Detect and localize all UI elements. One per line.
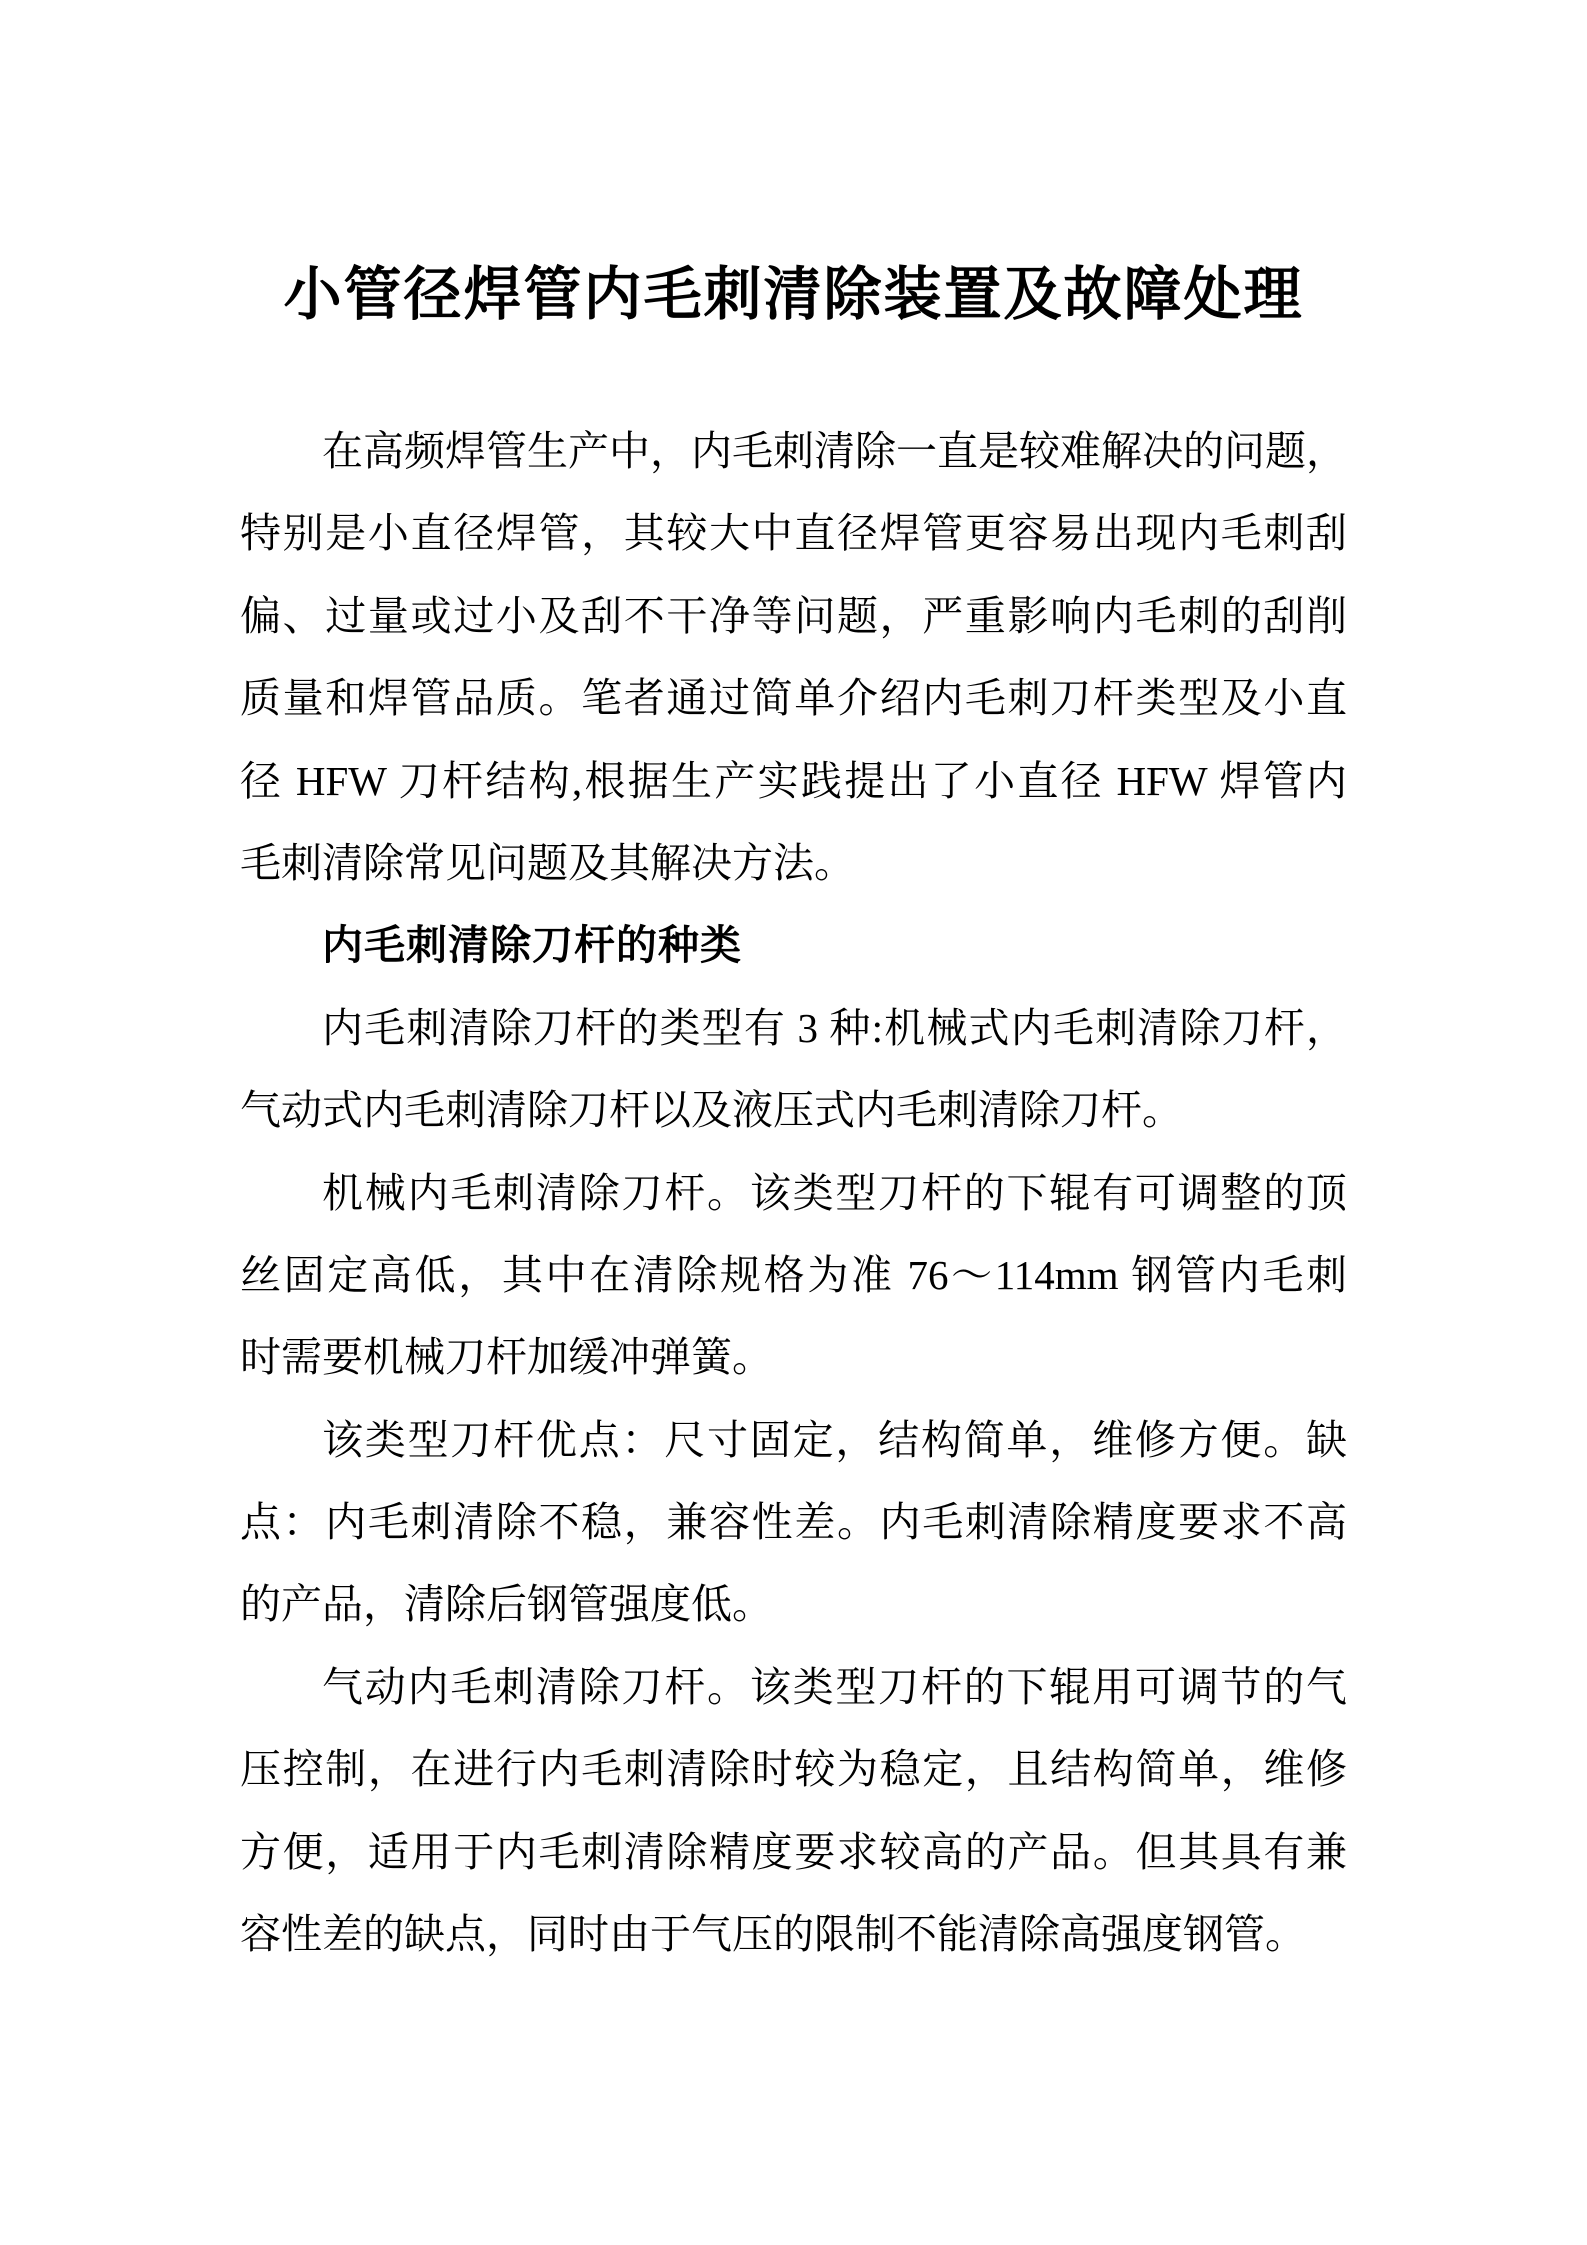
text-line: 内毛刺清除刀杆的种类 [322,922,742,969]
text-line: 点：内毛刺清除不稳，兼容性差。内毛刺清除精度要求不高 [240,1499,1347,1546]
paragraph [240,1646,1347,1976]
text-line: 特别是小直径焊管，其较大中直径焊管更容易出现内毛刺刮 [240,510,1347,557]
text-line: 压控制，在进行内毛刺清除时较为稳定，且结构简单，维修 [240,1746,1347,1793]
text-line: 在高频焊管生产中，内毛刺清除一直是较难解决的问题， [322,428,1347,474]
text-line: 的产品，清除后钢管强度低。 [240,1581,773,1628]
text-line: 机械内毛刺清除刀杆。该类型刀杆的下辊有可调整的顶 [322,1169,1347,1216]
paragraph [240,1399,1347,1646]
document-body [240,410,1347,1975]
text-line: 质量和焊管品质。笔者通过简单介绍内毛刺刀杆类型及小直 [240,675,1347,722]
paragraph [240,1152,1347,1399]
text-line: 气动式内毛刺清除刀杆以及液压式内毛刺清除刀杆。 [240,1087,1183,1134]
text-line: 容性差的缺点，同时由于气压的限制不能清除高强度钢管。 [240,1911,1306,1958]
paragraph [240,987,1347,1152]
document-title: 小管径焊管内毛刺清除装置及故障处理 [283,262,1304,327]
text-line: 丝固定高低，其中在清除规格为准 76～114mm 钢管内毛刺 [240,1251,1347,1298]
section-heading [240,904,1347,986]
text-line: 时需要机械刀杆加缓冲弹簧。 [240,1334,773,1381]
text-line: 偏、过量或过小及刮不干净等问题，严重影响内毛刺的刮削 [240,592,1347,639]
text-line: 气动内毛刺清除刀杆。该类型刀杆的下辊用可调节的气 [322,1663,1347,1710]
text-line: 毛刺清除常见问题及其解决方法。 [240,839,855,886]
text-line: 径 HFW 刀杆结构,根据生产实践提出了小直径 HFW 焊管内 [240,757,1347,804]
text-line: 方便，适用于内毛刺清除精度要求较高的产品。但其具有兼 [240,1828,1347,1875]
text-line: 该类型刀杆优点：尺寸固定，结构简单，维修方便。缺 [322,1416,1347,1463]
paragraph [240,410,1347,904]
text-line: 内毛刺清除刀杆的类型有 3 种:机械式内毛刺清除刀杆， [322,1004,1347,1051]
